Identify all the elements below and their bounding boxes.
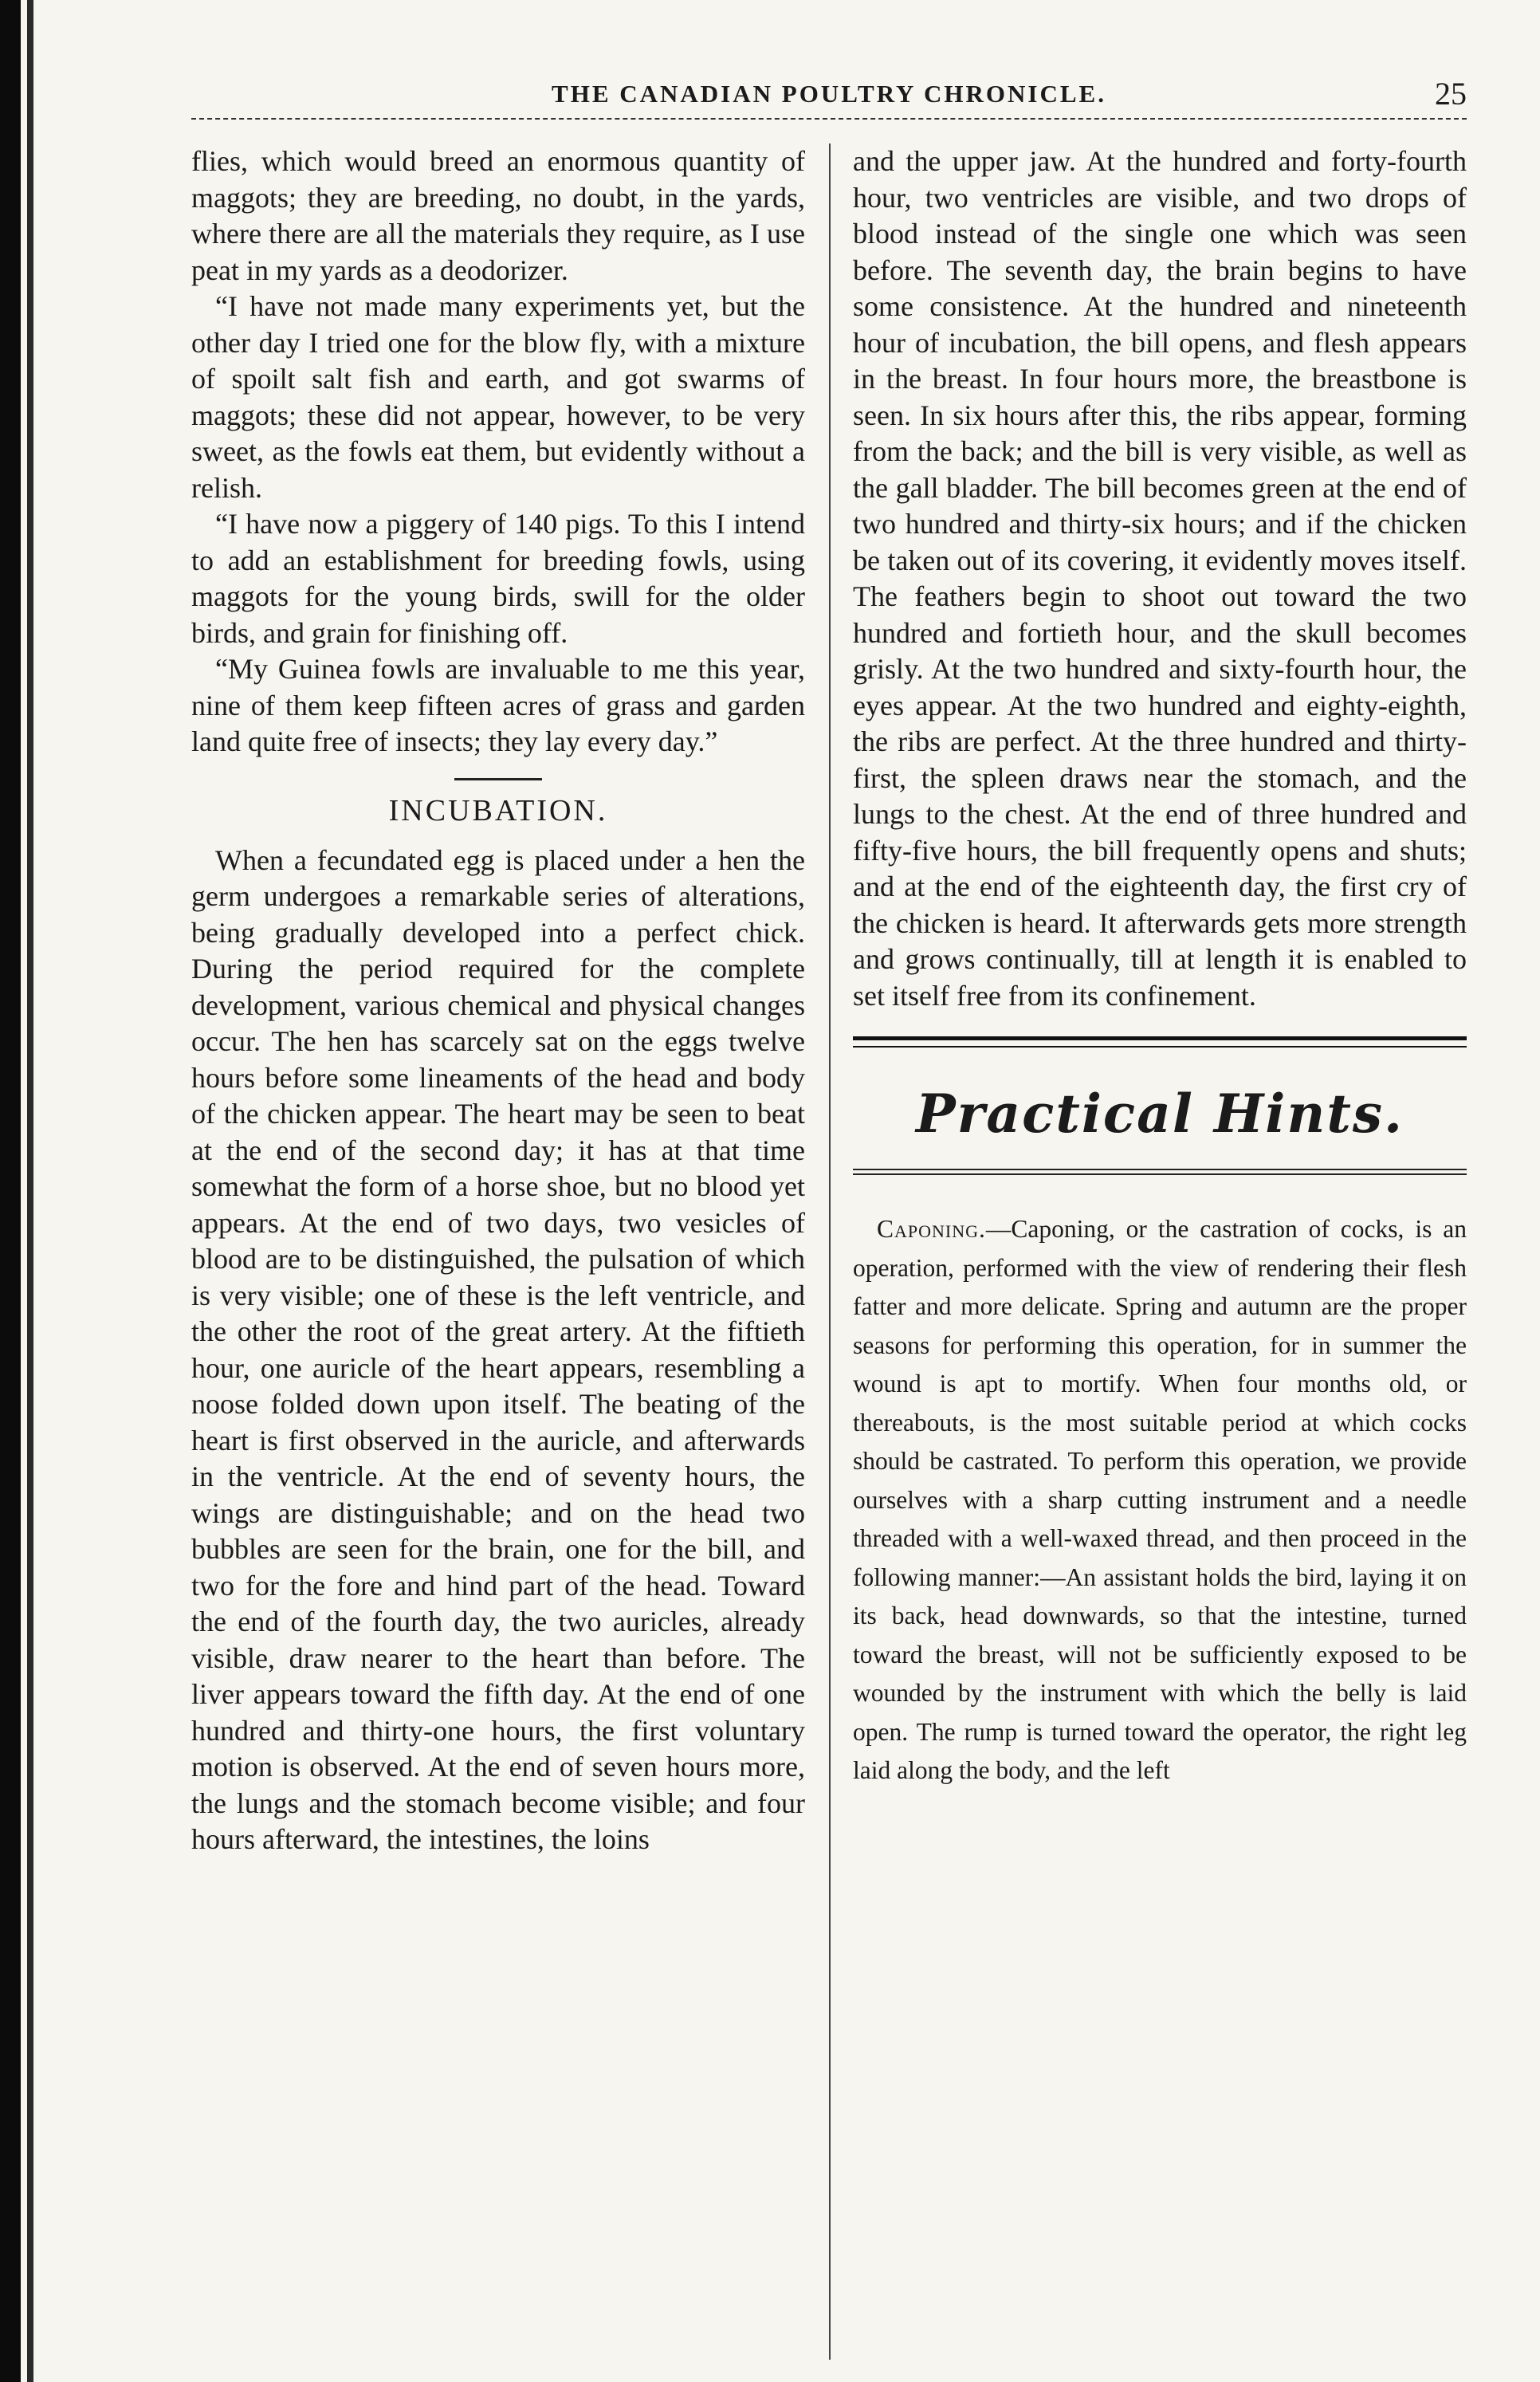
scan-edge	[0, 0, 21, 2382]
paragraph: “I have not made many experiments yet, but the other day I tried one for the blow fly, with a mixture of spoilt salt fish and earth, and got swarms of maggots; these did not appear, however, to be very sweet, as the fowls eat them, but evidently without a relish.	[191, 290, 805, 504]
paragraph: and the upper jaw. At the hundred and forty-fourth hour, two ventricles are visible, and two drops of blood instead of the single one which was seen before. The seventh day, the brain begins to have some consistence. At the hundred and nineteenth hour of incubation, the bill opens, and flesh appears in the breast. In four hours more, the breastbone is seen. In six hours after this, the ribs appear, forming from the back; and the bill is very visible, as well as the gall bladder. The bill becomes green at the end of two hundred and thirty-six hours; and if the chicken be taken out of its covering, it evidently moves itself. The feathers begin to shoot out toward the two hundred and fortieth hour, and the skull becomes grisly. At the two hundred and sixty-fourth hour, the eyes appear. At the two hundred and eighty-eighth, the ribs are perfect. At the three hundred and thirty-first, the spleen draws near the stomach, and the lungs to the chest. At the end of three hundred and fifty-five hours, the bill frequently opens and shuts; and at the end of the eighteenth day, the first cry of the chicken is heard. It afterwards gets more strength and grows continually, till at length it is enabled to set itself free from its confinement.	[853, 145, 1467, 1012]
thin-double-rule	[853, 1169, 1467, 1175]
scan-edge-shadow	[27, 0, 33, 2382]
running-header	[191, 76, 1467, 128]
header-rule	[191, 118, 1467, 120]
page	[191, 48, 1467, 2360]
page-number: 25	[1435, 76, 1467, 112]
double-rule	[853, 1036, 1467, 1048]
paragraph: flies, which would breed an enormous quantity of maggots; they are breeding, no doubt, in the yards, where there are all the materials they require, as I use peat in my yards as a deodorizer.	[191, 145, 805, 286]
column-divider	[829, 143, 831, 2360]
caponing-body: —Caponing, or the castration of cocks, is an operation, performed with the view of rendering their flesh fatter and more delicate. Spring and autumn are the proper seasons for performing this operation, for in summer the wound is apt to mortify. When four months old, or thereabouts, is the most suitable period at which cocks should be castrated. To perform this operation, we provide ourselves with a sharp cutting instrument and a needle threaded with a well-waxed thread, and then proceed in the following manner:—An assistant holds the bird, laying it on its back, head downwards, so that the intestine, turned toward the breast, will not be sufficiently exposed to be wounded by the instrument with which the belly is laid open. The rump is turned toward the operator, the right leg laid along the body, and the left	[853, 1215, 1467, 1784]
left-column	[191, 143, 805, 1858]
section-divider	[454, 778, 542, 780]
paragraph: “I have now a piggery of 140 pigs. To this I intend to add an establishment for breeding fowls, using maggots for the young birds, swill for the older birds, and grain for finishing off.	[191, 508, 805, 649]
paragraph-caponing	[853, 1210, 1467, 1790]
paragraph: “My Guinea fowls are invaluable to me this year, nine of them keep fifteen acres of grass and garden land quite free of insects; they lay every day.”	[191, 653, 805, 757]
journal-title: THE CANADIAN POULTRY CHRONICLE.	[552, 80, 1106, 108]
paragraph: When a fecundated egg is placed under a hen the germ undergoes a remarkable series of alterations, being gradually developed into a perfect chick. During the period required for the complete development, various chemical and physical changes occur. The hen has scarcely sat on the eggs twelve hours before some lineaments of the head and body of the chicken appear. The heart may be seen to beat at the end of the second day; it has at that time somewhat the form of a horse shoe, but no blood yet appears. At the end of two days, two vesicles of blood are to be distinguished, the pulsation of which is very visible; one of these is the left ventricle, and the other the root of the great artery. At the fiftieth hour, one auricle of the heart appears, resembling a noose folded down upon itself. The beating of the heart is first observed in the auricle, and afterwards in the ventricle. At the end of seventy hours, the wings are distinguishable; and on the head two bubbles are seen for the brain, one for the bill, and two for the fore and hind part of the head. Toward the end of the fourth day, the two auricles, already visible, draw nearer to the heart than before. The liver appears toward the fifth day. At the end of one hundred and thirty-one hours, the first voluntary motion is observed. At the end of seven hours more, the lungs and the stomach become visible; and four hours afterward, the intestines, the loins	[191, 843, 805, 1855]
right-column	[853, 143, 1467, 1790]
section-heading-incubation: INCUBATION.	[388, 793, 608, 827]
section-heading-practical-hints: Practical Hints.	[916, 1083, 1404, 1145]
caponing-lead: Caponing.	[877, 1215, 986, 1243]
